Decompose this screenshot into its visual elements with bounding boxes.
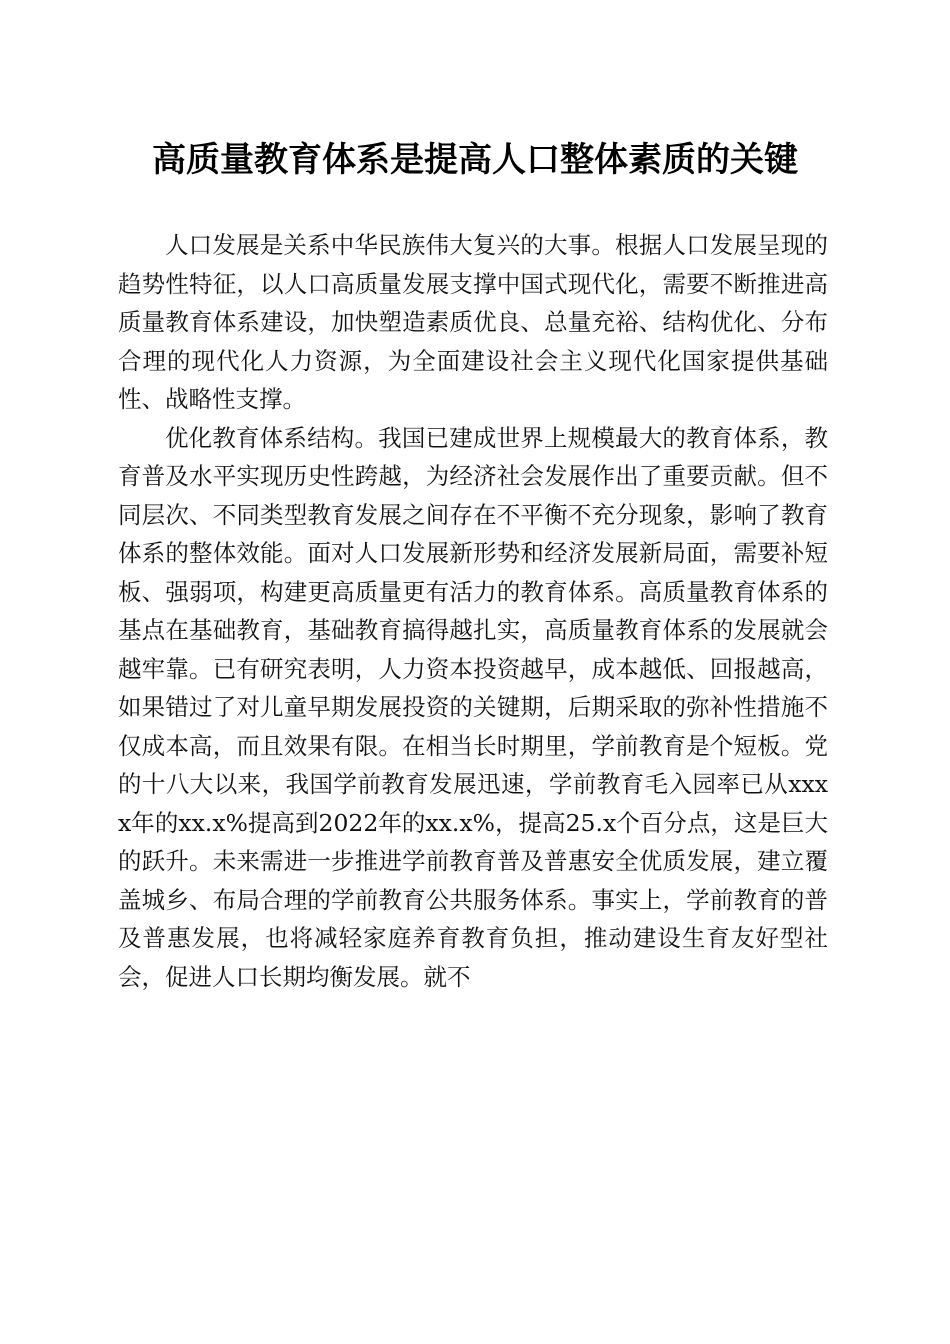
document-title: 高质量教育体系是提高人口整体素质的关键: [152, 140, 798, 180]
paragraph-1: 人口发展是关系中华民族伟大复兴的大事。根据人口发展呈现的趋势性特征，以人口高质量发展支撑中国式现代化，需要不断推进高质量教育体系建设，加快塑造素质优良、总量充裕、结构优化、分布合理的现代化人力资源，为全面建设社会主义现代化国家提供基础性、战略性支撑。: [118, 231, 828, 413]
paragraph-2: 优化教育体系结构。我国已建成世界上规模最大的教育体系，教育普及水平实现历史性跨越，为经济社会发展作出了重要贡献。但不同层次、不同类型教育发展之间存在不平衡不充分现象，影响了教育体系的整体效能。面对人口发展新形势和经济发展新局面，需要补短板、强弱项，构建更高质量更有活力的教育体系。高质量教育体系的基点在基础教育，基础教育搞得越扎实，高质量教育体系的发展就会越牢靠。已有研究表明，人力资本投资越早，成本越低、回报越高，如果错过了对儿童早期发展投资的关键期，后期采取的弥补性措施不仅成本高，而且效果有限。在相当长时期里，学前教育是个短板。党的十八大以来，我国学前教育发展迅速，学前教育毛入园率已从xxxx年的xx.x%提高到2022年的xx.x%，提高25.x个百分点，这是巨大的跃升。未来需进一步推进学前教育普及普惠安全优质发展，建立覆盖城乡、布局合理的学前教育公共服务体系。事实上，学前教育的普及普惠发展，也将减轻家庭养育教育负担，推动建设生育友好型社会，促进人口长期均衡发展。就不: [118, 423, 828, 991]
document-body: [118, 226, 828, 996]
